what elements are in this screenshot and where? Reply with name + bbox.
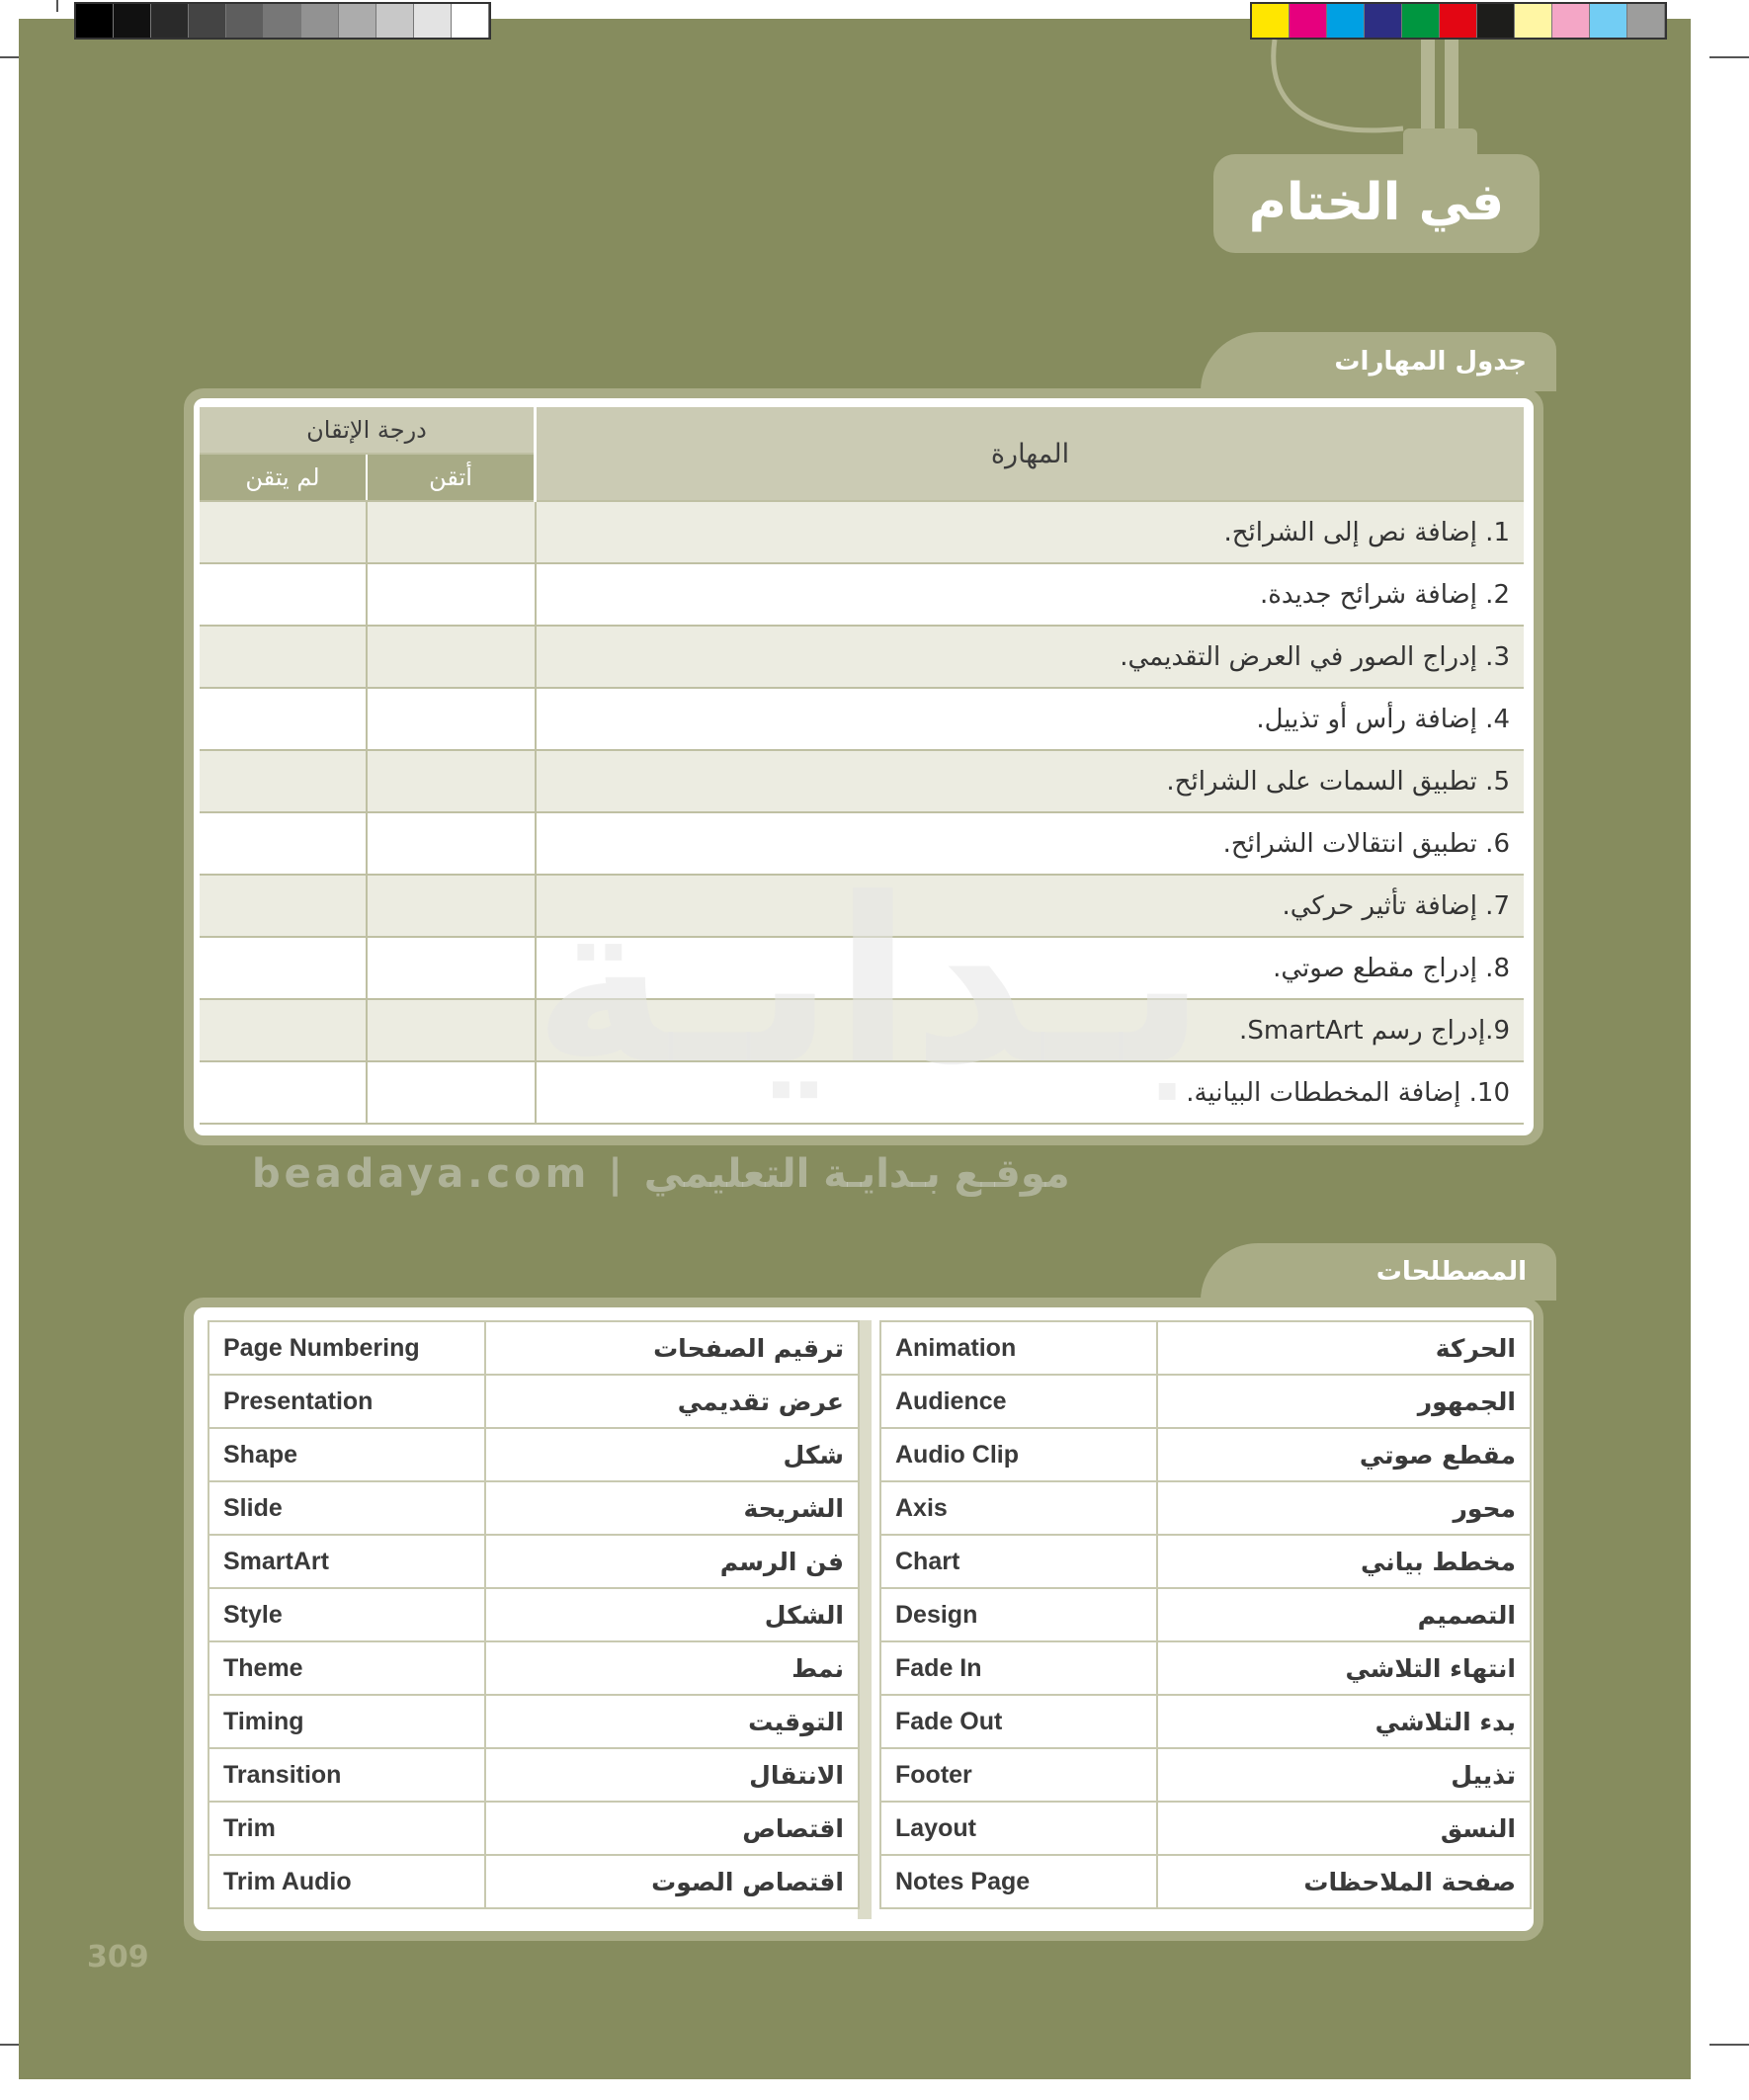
term-row bbox=[880, 1535, 1531, 1588]
term-ar: فن الرسم bbox=[485, 1535, 859, 1588]
watermark-tagline: beadaya.com | موقـع بـدايـة التعليمي bbox=[252, 1151, 1070, 1197]
term-en: Audio Clip bbox=[880, 1428, 1157, 1481]
not-mastered-checkbox[interactable] bbox=[200, 999, 367, 1061]
skills-table bbox=[200, 407, 1524, 1125]
color-calibration-strip bbox=[1250, 2, 1667, 40]
not-mastered-checkbox[interactable] bbox=[200, 937, 367, 999]
skill-text: 10. إضافة المخططات البيانية. bbox=[536, 1061, 1525, 1124]
not-mastered-checkbox[interactable] bbox=[200, 1061, 367, 1124]
term-ar: الحركة bbox=[1157, 1321, 1531, 1375]
terms-heading bbox=[1201, 1243, 1556, 1301]
term-ar: ترقيم الصفحات bbox=[485, 1321, 859, 1375]
not-mastered-checkbox[interactable] bbox=[200, 688, 367, 750]
term-en: Presentation bbox=[208, 1375, 485, 1428]
skill-row bbox=[200, 563, 1524, 626]
skill-row bbox=[200, 999, 1524, 1061]
mastered-checkbox[interactable] bbox=[367, 812, 536, 875]
term-row bbox=[208, 1802, 859, 1855]
term-en: Design bbox=[880, 1588, 1157, 1641]
skill-row bbox=[200, 937, 1524, 999]
skill-text: 7. إضافة تأثير حركي. bbox=[536, 875, 1525, 937]
term-ar: الشكل bbox=[485, 1588, 859, 1641]
term-row bbox=[208, 1641, 859, 1695]
term-ar: عرض تقديمي bbox=[485, 1375, 859, 1428]
term-en: Animation bbox=[880, 1321, 1157, 1375]
not-mastered-header: لم يتقن bbox=[200, 454, 367, 501]
mastered-checkbox[interactable] bbox=[367, 501, 536, 563]
term-en: Trim Audio bbox=[208, 1855, 485, 1908]
skill-text: 6. تطبيق انتقالات الشرائح. bbox=[536, 812, 1525, 875]
term-ar: بدء التلاشي bbox=[1157, 1695, 1531, 1748]
term-ar: الشريحة bbox=[485, 1481, 859, 1535]
term-ar: شكل bbox=[485, 1428, 859, 1481]
term-ar: مخطط بياني bbox=[1157, 1535, 1531, 1588]
crop-mark bbox=[1709, 2044, 1749, 2046]
term-ar: تذييل bbox=[1157, 1748, 1531, 1802]
term-en: Page Numbering bbox=[208, 1321, 485, 1375]
term-en: Fade Out bbox=[880, 1695, 1157, 1748]
skill-row bbox=[200, 812, 1524, 875]
term-row bbox=[208, 1855, 859, 1908]
term-ar: صفحة الملاحظات bbox=[1157, 1855, 1531, 1908]
term-row bbox=[208, 1588, 859, 1641]
skill-row bbox=[200, 750, 1524, 812]
mastery-header: درجة الإتقان bbox=[200, 407, 536, 454]
not-mastered-checkbox[interactable] bbox=[200, 563, 367, 626]
term-en: Chart bbox=[880, 1535, 1157, 1588]
not-mastered-checkbox[interactable] bbox=[200, 626, 367, 688]
term-row bbox=[880, 1802, 1531, 1855]
skill-header: المهارة bbox=[536, 407, 1525, 501]
not-mastered-checkbox[interactable] bbox=[200, 812, 367, 875]
term-ar: اقتصاص bbox=[485, 1802, 859, 1855]
terms-table-left bbox=[208, 1320, 860, 1909]
term-en: Audience bbox=[880, 1375, 1157, 1428]
skill-row bbox=[200, 875, 1524, 937]
term-row bbox=[880, 1428, 1531, 1481]
term-row bbox=[880, 1481, 1531, 1535]
skills-heading bbox=[1201, 332, 1556, 391]
term-en: Shape bbox=[208, 1428, 485, 1481]
mastered-checkbox[interactable] bbox=[367, 999, 536, 1061]
term-row bbox=[208, 1481, 859, 1535]
term-ar: محور bbox=[1157, 1481, 1531, 1535]
term-row bbox=[880, 1855, 1531, 1908]
skill-text: 9.إدراج رسم SmartArt. bbox=[536, 999, 1525, 1061]
term-row bbox=[880, 1695, 1531, 1748]
skill-text: 8. إدراج مقطع صوتي. bbox=[536, 937, 1525, 999]
term-row bbox=[880, 1748, 1531, 1802]
mastered-checkbox[interactable] bbox=[367, 937, 536, 999]
skill-text: 1. إضافة نص إلى الشرائح. bbox=[536, 501, 1525, 563]
mastered-checkbox[interactable] bbox=[367, 626, 536, 688]
mastered-checkbox[interactable] bbox=[367, 688, 536, 750]
skill-row bbox=[200, 1061, 1524, 1124]
term-en: Axis bbox=[880, 1481, 1157, 1535]
term-row bbox=[208, 1428, 859, 1481]
mastered-checkbox[interactable] bbox=[367, 563, 536, 626]
term-row bbox=[208, 1321, 859, 1375]
not-mastered-checkbox[interactable] bbox=[200, 750, 367, 812]
watermark-logo-text: بـدايـة bbox=[533, 851, 1207, 1115]
term-row bbox=[880, 1588, 1531, 1641]
term-en: Style bbox=[208, 1588, 485, 1641]
mastered-checkbox[interactable] bbox=[367, 1061, 536, 1124]
term-en: Trim bbox=[208, 1802, 485, 1855]
crop-mark bbox=[56, 0, 58, 12]
term-row bbox=[208, 1748, 859, 1802]
term-row bbox=[208, 1695, 859, 1748]
skill-text: 5. تطبيق السمات على الشرائح. bbox=[536, 750, 1525, 812]
term-ar: الانتقال bbox=[485, 1748, 859, 1802]
terms-table-right bbox=[879, 1320, 1532, 1909]
term-ar: نمط bbox=[485, 1641, 859, 1695]
skill-row bbox=[200, 501, 1524, 563]
terms-divider bbox=[858, 1320, 872, 1919]
term-en: Transition bbox=[208, 1748, 485, 1802]
crop-mark bbox=[1709, 56, 1749, 58]
section-title-badge bbox=[1204, 148, 1549, 257]
mastered-header: أتقن bbox=[367, 454, 536, 501]
term-en: Slide bbox=[208, 1481, 485, 1535]
term-en: Theme bbox=[208, 1641, 485, 1695]
not-mastered-checkbox[interactable] bbox=[200, 875, 367, 937]
page-title: في الختام bbox=[1248, 173, 1505, 232]
term-row bbox=[208, 1535, 859, 1588]
term-row bbox=[880, 1641, 1531, 1695]
term-ar: النسق bbox=[1157, 1802, 1531, 1855]
term-en: Timing bbox=[208, 1695, 485, 1748]
term-en: Fade In bbox=[880, 1641, 1157, 1695]
mastered-checkbox[interactable] bbox=[367, 875, 536, 937]
term-row bbox=[208, 1375, 859, 1428]
page-number: 309 bbox=[87, 1940, 149, 1974]
terms-heading-label: المصطلحات bbox=[1375, 1257, 1527, 1287]
term-en: Footer bbox=[880, 1748, 1157, 1802]
term-en: Notes Page bbox=[880, 1855, 1157, 1908]
term-en: SmartArt bbox=[208, 1535, 485, 1588]
skill-row bbox=[200, 626, 1524, 688]
term-ar: اقتصاص الصوت bbox=[485, 1855, 859, 1908]
term-ar: مقطع صوتي bbox=[1157, 1428, 1531, 1481]
skill-row bbox=[200, 688, 1524, 750]
skill-text: 2. إضافة شرائح جديدة. bbox=[536, 563, 1525, 626]
skills-heading-label: جدول المهارات bbox=[1334, 347, 1527, 377]
skill-text: 4. إضافة رأس أو تذييل. bbox=[536, 688, 1525, 750]
term-en: Layout bbox=[880, 1802, 1157, 1855]
skill-text: 3. إدراج الصور في العرض التقديمي. bbox=[536, 626, 1525, 688]
grayscale-calibration-strip bbox=[74, 2, 491, 40]
term-ar: الجمهور bbox=[1157, 1375, 1531, 1428]
term-ar: التصميم bbox=[1157, 1588, 1531, 1641]
term-row bbox=[880, 1321, 1531, 1375]
term-row bbox=[880, 1375, 1531, 1428]
term-ar: انتهاء التلاشي bbox=[1157, 1641, 1531, 1695]
term-ar: التوقيت bbox=[485, 1695, 859, 1748]
mastered-checkbox[interactable] bbox=[367, 750, 536, 812]
not-mastered-checkbox[interactable] bbox=[200, 501, 367, 563]
